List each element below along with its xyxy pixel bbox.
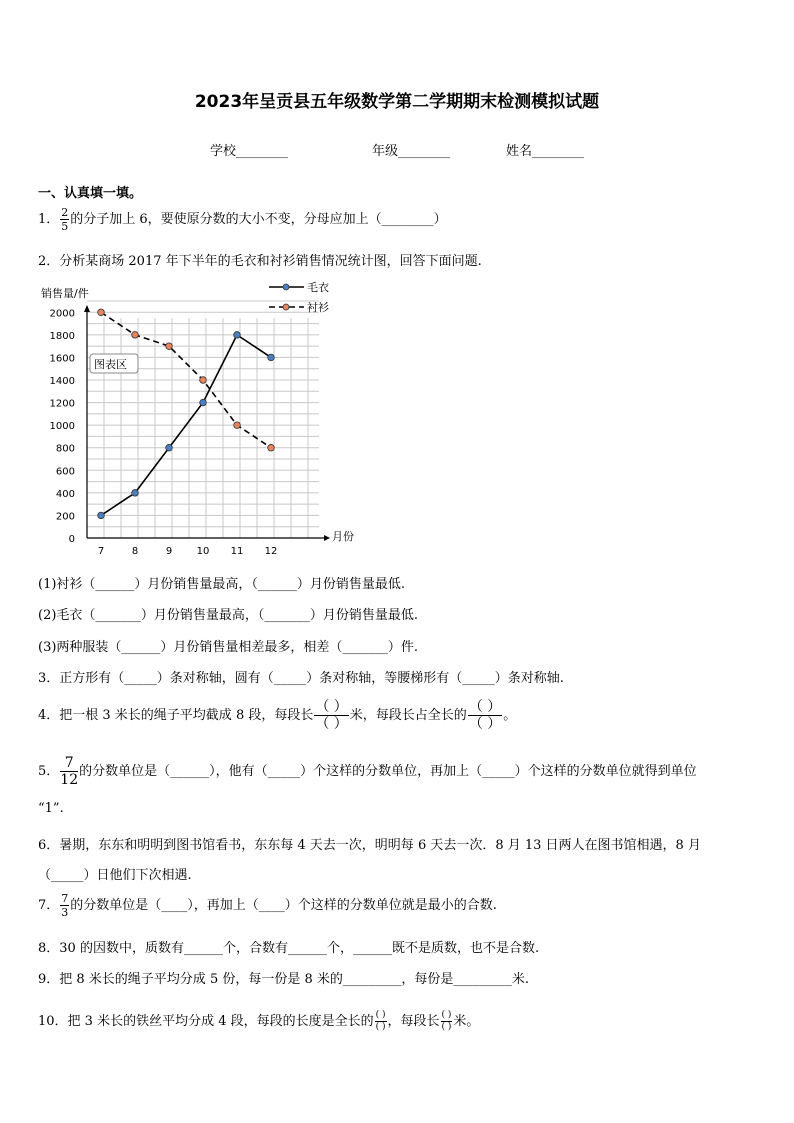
question-8: 8．30 的因数中，质数有______个，合数有______个，______既不是质数，也不是合数.	[38, 941, 540, 956]
question-text: 。	[503, 708, 517, 723]
chart-legend	[269, 281, 329, 314]
line-chart	[36, 278, 366, 557]
numerator-blank[interactable]: ( )	[375, 1010, 386, 1020]
question-7	[38, 893, 497, 918]
y-tick-label: 2000	[49, 308, 75, 320]
y-tick-label: 1000	[49, 421, 75, 433]
denominator: 12	[60, 772, 79, 788]
numerator-blank[interactable]: ( )	[441, 1010, 452, 1020]
denominator-blank[interactable]: （ ）	[315, 716, 348, 732]
question-1	[38, 207, 447, 232]
denominator-blank[interactable]: （ ）	[468, 716, 502, 732]
question-2-sub-3: (3)两种服装（______）月份销售量相差最多，相差（_______）件.	[38, 640, 419, 655]
y-tick-label: 400	[55, 488, 75, 500]
data-point	[132, 332, 139, 339]
question-10	[38, 1010, 479, 1032]
data-point	[98, 512, 105, 519]
y-tick-label: 1400	[49, 376, 75, 387]
data-point	[268, 444, 275, 451]
legend-label: 毛衣	[307, 281, 329, 294]
question-9: 9．把 8 米长的绳子平均分成 5 份，每一份是 8 米的_________，每份是_________米.	[38, 972, 530, 987]
fraction-blank[interactable]	[468, 700, 502, 731]
fraction-blank[interactable]	[441, 1011, 453, 1032]
section-heading: 一、认真填一填。	[38, 186, 143, 201]
y-axis-arrow	[84, 305, 90, 312]
question-number: 1．	[38, 212, 60, 227]
numerator: 7	[61, 892, 69, 905]
fraction	[60, 207, 69, 232]
y-tick-label: 1200	[49, 398, 75, 410]
question-text: 10．把 3 米长的铁丝平均分成 4 段，每段的长度是全长的	[38, 1014, 374, 1029]
legend-marker	[283, 284, 289, 290]
numerator: 7	[60, 756, 78, 772]
denominator: 5	[61, 220, 69, 233]
x-tick-label: 7	[97, 546, 105, 557]
chart-ticks	[50, 308, 278, 557]
x-tick-label: 11	[230, 546, 244, 557]
fraction-blank[interactable]	[314, 700, 348, 731]
denominator-blank[interactable]: ( )	[375, 1022, 386, 1032]
x-tick-label: 12	[264, 546, 278, 557]
question-text: ，每段长	[387, 1014, 440, 1029]
fraction-blank[interactable]	[375, 1011, 387, 1032]
data-point	[268, 354, 275, 361]
question-3: 3．正方形有（_____）条对称轴，圆有（_____）条对称轴，等腰梯形有（_____）条对称轴.	[38, 671, 564, 686]
data-point	[166, 444, 173, 451]
school-field[interactable]: 学校________	[210, 144, 289, 159]
question-5-line-2: “1”.	[38, 801, 64, 816]
question-text: 的分数单位是（______），他有（_____）个这样的分数单位，再加上（_____）个这样的分数单位就得到单位	[79, 764, 697, 779]
x-tick-label: 10	[196, 546, 210, 557]
y-axis-label: 销售量/件	[41, 287, 89, 300]
plot-area-label: 图表区	[94, 358, 127, 371]
y-tick-label: 1800	[49, 330, 75, 342]
question-2-sub-1: (1)衬衫（______）月份销售量最高，（______）月份销售量最低.	[38, 577, 406, 592]
question-text: 米。	[453, 1014, 480, 1029]
question-number: 7．	[38, 898, 60, 913]
numerator-blank[interactable]: （ ）	[468, 699, 502, 715]
data-point	[234, 332, 241, 339]
x-axis-arrow	[324, 535, 330, 541]
x-tick-label: 8	[131, 546, 139, 557]
grade-field[interactable]: 年级________	[372, 144, 451, 159]
question-2: 2．分析某商场 2017 年下半年的毛衣和衬衫销售情况统计图，回答下面问题.	[38, 254, 482, 269]
question-text: 4．把一根 3 米长的绳子平均截成 8 段，每段长	[38, 708, 314, 723]
question-2-sub-2: (2)毛衣（_______）月份销售量最高，（_______）月份销售量最低.	[38, 608, 419, 623]
x-axis-label: 月份	[332, 530, 354, 543]
data-point	[98, 309, 105, 316]
data-point	[200, 399, 207, 406]
denominator: 3	[61, 906, 69, 919]
y-tick-label: 200	[55, 511, 75, 523]
question-text: 的分子加上 6，要使原分数的大小不变，分母应加上（________）	[70, 212, 447, 227]
data-point	[200, 377, 207, 384]
question-text: 的分数单位是（____），再加上（____）个这样的分数单位就是最小的合数.	[70, 898, 497, 913]
legend-marker	[283, 304, 289, 310]
y-tick-label: 600	[55, 466, 75, 478]
fraction	[60, 756, 78, 787]
question-text: 米，每段长占全长的	[349, 708, 467, 723]
y-tick-label: 0	[68, 534, 75, 545]
question-6-line-2: （_____）日他们下次相遇.	[38, 868, 192, 883]
x-tick-label: 9	[165, 546, 173, 557]
name-field[interactable]: 姓名________	[506, 144, 585, 159]
question-5	[38, 756, 697, 787]
fraction	[60, 893, 69, 918]
numerator-blank[interactable]: （ ）	[315, 699, 348, 715]
data-point	[234, 422, 241, 429]
data-point	[132, 490, 139, 497]
denominator-blank[interactable]: ( )	[441, 1022, 452, 1032]
y-tick-label: 1600	[49, 353, 75, 365]
page-title: 2023年呈贡县五年级数学第二学期期末检测模拟试题	[194, 92, 600, 112]
question-4	[38, 700, 516, 731]
question-number: 5．	[38, 764, 60, 779]
question-6: 6．暑期，东东和明明到图书馆看书，东东每 4 天去一次，明明每 6 天去一次．8 月 13 日两人在图书馆相遇，8 月	[38, 838, 701, 853]
numerator: 2	[61, 206, 69, 219]
legend-label: 衬衫	[307, 301, 329, 314]
y-tick-label: 800	[55, 443, 75, 455]
data-point	[166, 343, 173, 350]
